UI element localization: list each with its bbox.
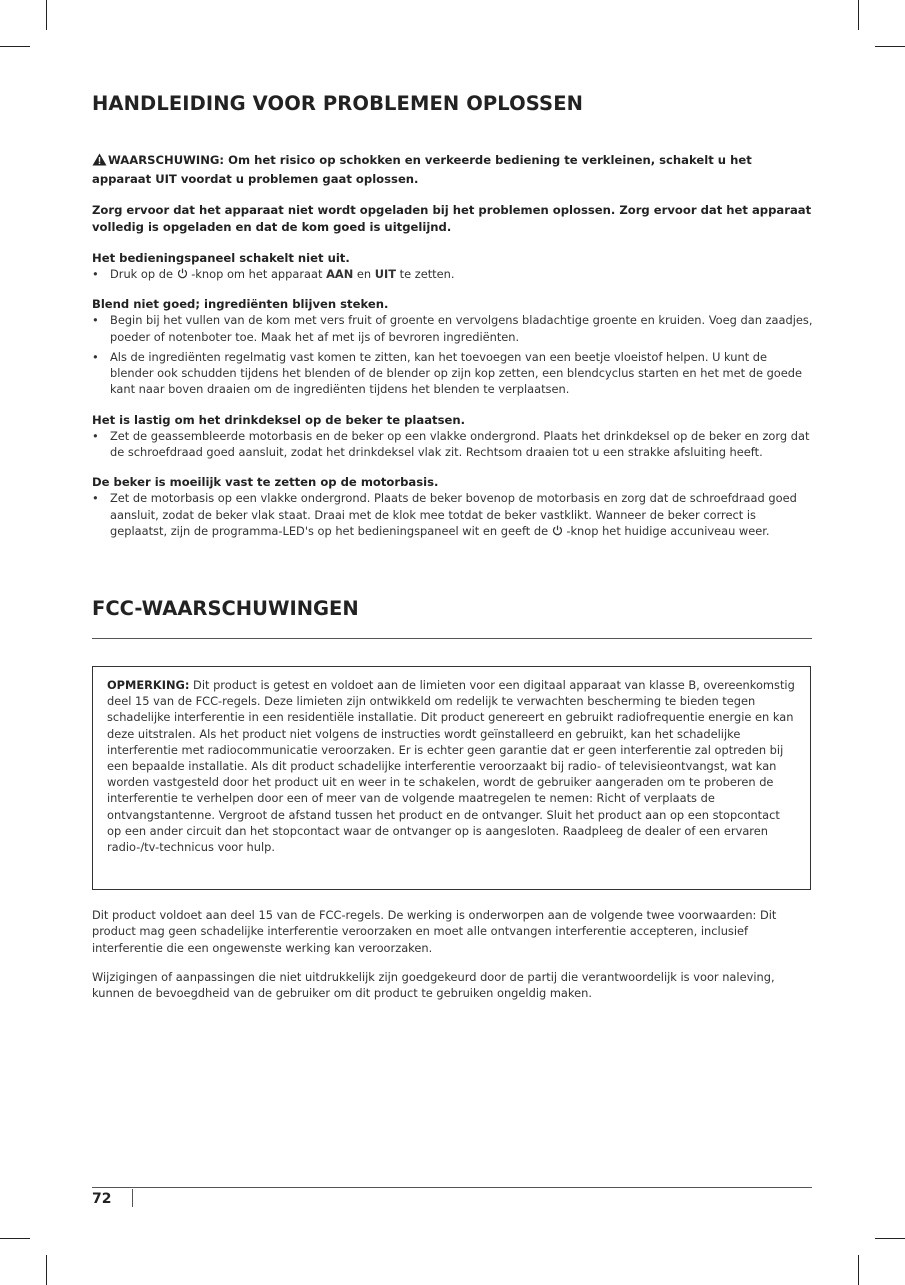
- fcc-paragraph: Dit product voldoet aan deel 15 van de FCC-regels. De werking is onderworpen aan de volgende twee voorwaarden: Dit product mag geen schadelijke interferentie veroorzaken en moet alle ontvangen interferentie accepteren, inclusief interferentie die een ongewenste werking kan veroorzaken.: [92, 908, 777, 955]
- list-item: • Als de ingrediënten regelmatig vast komen te zitten, kan het toevoegen van een beetje vloeistof helpen. U kunt de blender ook schudden tijdens het blenden of de blender op zijn kop zetten, een blendcyclus starten en het met de goede kant naar boven draaien om de ingrediënten tijdens het blenden te verplaatsen.: [92, 349, 803, 397]
- section-heading: Het bedieningspaneel schakelt niet uit.: [92, 251, 350, 265]
- section-list: [92, 428, 814, 461]
- warning-paragraph: [92, 152, 814, 188]
- warning-text: Om het risico op schokken en verkeerde bediening te verkleinen, schakelt u het apparaat UIT voordat u problemen gaat oplossen.: [92, 153, 752, 186]
- fcc-title: FCC-WAARSCHUWINGEN: [92, 597, 359, 620]
- section-list: [92, 490, 814, 539]
- troubleshooting-section: [92, 92, 814, 539]
- power-icon: [552, 524, 563, 535]
- section-list: [92, 312, 814, 397]
- section-heading: Het is lastig om het drinkdeksel op de beker te plaatsen.: [92, 412, 465, 427]
- fcc-paragraph: Wijzigingen of aanpassingen die niet uitdrukkelijk zijn goedgekeurd door de partij die verantwoordelijk is voor naleving, kunnen de bevoegdheid van de gebruiker om dit product te gebruiken ongeldig maken.: [92, 970, 775, 1001]
- page-title: HANDLEIDING VOOR PROBLEMEN OPLOSSEN: [92, 92, 584, 115]
- fcc-note-box: [92, 666, 811, 890]
- footer-separator: [132, 1189, 133, 1207]
- crop-mark: [875, 1238, 905, 1239]
- list-item: • Zet de geassembleerde motorbasis en de beker op een vlakke ondergrond. Plaats het drinkdeksel op de beker en zorg dat de schroefdraad goed aansluit, zodat het drinkdeksel vlak zit. Rechtsom draaien tot u een strakke afsluiting heeft.: [92, 428, 810, 460]
- power-icon: [177, 267, 188, 278]
- crop-mark: [858, 0, 859, 30]
- list-item: • Zet de motorbasis op een vlakke ondergrond. Plaats de beker bovenop de motorbasis en zorg dat de schroefdraad goed aansluit, zodat de beker vlak staat. Draai met de klok mee totdat de beker vastklikt. Wanneer de beker correct is geplaatst, zijn de programma-LED's op het bedieningspaneel wit en geeft de -knop het huidige accuniveau weer.: [92, 491, 797, 538]
- crop-mark: [46, 1255, 47, 1285]
- crop-mark: [0, 1238, 30, 1239]
- footer-divider: [92, 1187, 812, 1188]
- divider: [92, 638, 812, 639]
- intro-paragraph: Zorg ervoor dat het apparaat niet wordt opgeladen bij het problemen oplossen. Zorg ervoor dat het apparaat volledig is opgeladen en dat de kom goed is uitgelijnd.: [92, 203, 812, 234]
- section-heading: Blend niet goed; ingrediënten blijven steken.: [92, 297, 389, 312]
- crop-mark: [0, 46, 30, 47]
- list-item: • Begin bij het vullen van de kom met vers fruit of groente en vervolgens bladachtige groente en kruiden. Voeg dan zaadjes, poeder of notenboter toe. Maak het af met ijs of bevroren ingrediënten.: [92, 313, 813, 344]
- note-text: Dit product is getest en voldoet aan de limieten voor een digitaal apparaat van klasse B, overeenkomstig deel 15 van de FCC-regels. Deze limieten zijn ontwikkeld om redelijk te verwachten bescherming te bieden tegen schadelijke interferentie in een residentiële installatie. Dit product genereert en gebruikt radiofrequentie energie en kan deze uitstralen. Als het product niet volgens de instructies wordt geïnstalleerd en gebruikt, kan het schadelijke interferentie met radiocommunicatie veroorzaken. Er is echter geen garantie dat er geen interferentie zal optreden bij een bepaalde installatie. Als dit product schadelijke interferentie veroorzaakt bij radio- of televisieontvangst, wat kan worden vastgesteld door het product uit en weer in te schakelen, wordt de gebruiker aangeraden om te proberen de interferentie te verhelpen door een of meer van de volgende maatregelen te nemen: Richt of verplaats de ontvangstantenne. Vergroot de afstand tussen het product en de ontvanger. Sluit het product aan op een stopcontact op een ander circuit dan het stopcontact waar de ontvanger op is aangesloten. Raadpleeg de dealer of een ervaren radio-/tv-technicus voor hulp.: [107, 678, 795, 855]
- section-heading: De beker is moeilijk vast te zetten op de motorbasis.: [92, 475, 439, 490]
- warning-label: WAARSCHUWING:: [108, 153, 225, 167]
- list-item: • Druk op de -knop om het apparaat AAN en UIT te zetten.: [92, 267, 455, 281]
- section-list: [92, 266, 814, 282]
- page-number: 72: [92, 1191, 112, 1207]
- note-label: OPMERKING:: [107, 678, 190, 692]
- warning-triangle-icon: [92, 153, 107, 171]
- crop-mark: [875, 46, 905, 47]
- crop-mark: [858, 1255, 859, 1285]
- crop-mark: [46, 0, 47, 30]
